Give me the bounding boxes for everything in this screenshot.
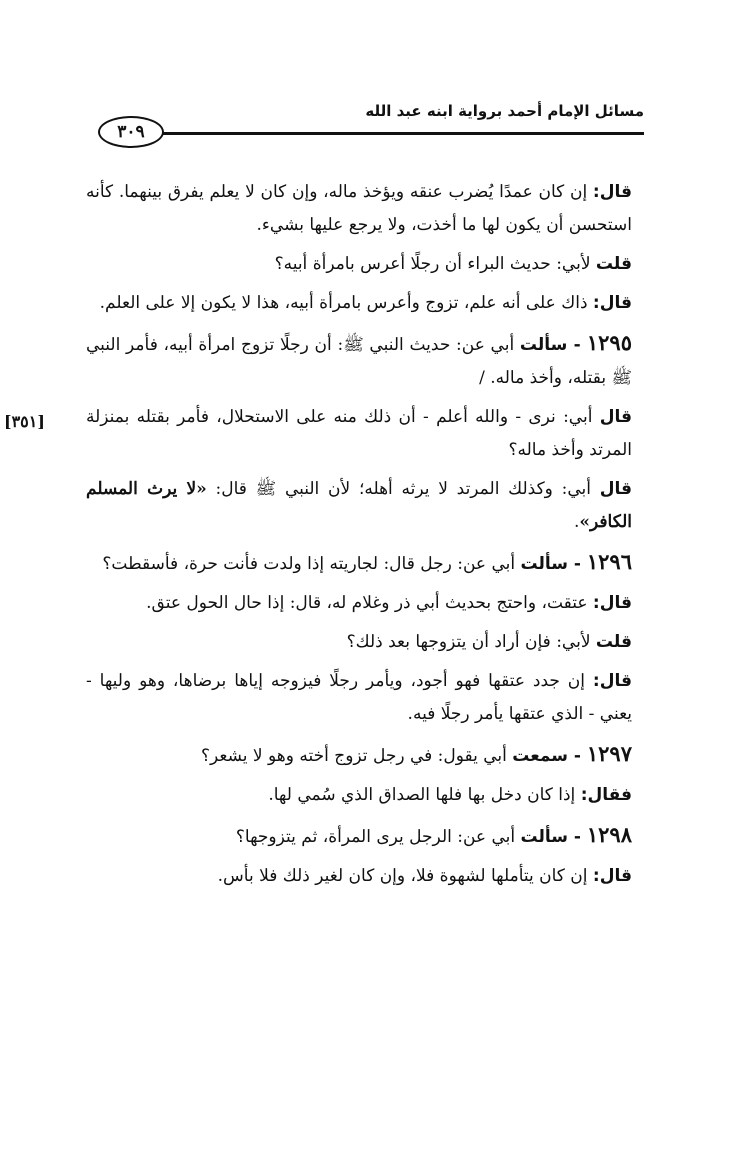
paragraph-text: أبي يقول: في رجل تزوج أخته وهو لا يشعر؟ [201, 746, 513, 766]
entry-1297 [86, 737, 676, 773]
paragraph-1 [86, 176, 676, 242]
speaker-label: قال: [592, 182, 632, 202]
speaker-label: - سألت [520, 827, 587, 847]
speaker-label: قال: [592, 671, 632, 691]
paragraph-12 [86, 779, 676, 812]
speaker-label: قلت [595, 632, 632, 652]
entry-number: ١٢٩٦ [586, 549, 632, 574]
paragraph-text: لأبي: حديث البراء أن رجلًا أعرس بامرأة أبيه؟ [274, 254, 596, 274]
paragraph-3 [86, 287, 676, 320]
entry-number: ١٢٩٨ [586, 822, 632, 847]
speaker-label: قال: [592, 593, 632, 613]
paragraph-6 [86, 473, 676, 539]
entry-number: ١٢٩٧ [586, 741, 632, 766]
running-title: مسائل الإمام أحمد برواية ابنه عبد الله [365, 102, 644, 120]
speaker-label: قال [599, 479, 632, 499]
paragraph-text: أبي: وكذلك المرتد لا يرثه أهله؛ لأن النبي ﷺ قال: [206, 479, 600, 499]
margin-reference: [٣٥١] [4, 412, 45, 431]
paragraph-10 [86, 665, 676, 731]
speaker-label: - سألت [519, 335, 587, 355]
speaker-label: قال: [592, 293, 632, 313]
paragraph-5 [86, 401, 676, 467]
entry-number: ١٢٩٥ [586, 330, 632, 355]
entry-1296 [86, 545, 676, 581]
paragraph-text: لأبي: فإن أراد أن يتزوجها بعد ذلك؟ [346, 632, 596, 652]
page-body [86, 176, 676, 899]
speaker-label: قلت [595, 254, 632, 274]
speaker-label: فقال: [580, 785, 632, 805]
page-header [84, 98, 644, 154]
paragraph-14 [86, 860, 676, 893]
speaker-label: - سألت [520, 554, 587, 574]
paragraph-9 [86, 626, 676, 659]
entry-1298 [86, 818, 676, 854]
paragraph-text: أبي: نرى - والله أعلم - أن ذلك منه على الاستحلال، فأمر بقتله بمنزلة المرتد وأخذ ماله؟ [86, 407, 632, 460]
paragraph-8 [86, 587, 676, 620]
entry-1295 [86, 326, 676, 395]
paragraph-text: ذاك على أنه علم، تزوج وأعرس بامرأة أبيه، هذا لا يكون إلا على العلم. [99, 293, 593, 313]
paragraph-text: أبي عن: حديث النبي ﷺ: أن رجلًا تزوج امرأة أبيه، فأمر النبي ﷺ بقتله، وأخذ ماله. / [86, 335, 632, 388]
paragraph-text: أبي عن: الرجل يرى المرأة، ثم يتزوجها؟ [235, 827, 521, 847]
paragraph-2 [86, 248, 676, 281]
header-rule [154, 132, 644, 135]
paragraph-text: عتقت، واحتج بحديث أبي ذر وغلام له، قال: إذا حال الحول عتق. [146, 593, 593, 613]
speaker-label: قال [599, 407, 632, 427]
paragraph-text: إن جدد عتقها فهو أجود، ويأمر رجلًا فيزوجه إياها برضاها، وهو وليها - يعني - الذي عتقها يأمر رجلًا فيه. [86, 671, 632, 724]
paragraph-text: أبي عن: رجل قال: لجاريته إذا ولدت فأنت حرة، فأسقطت؟ [102, 554, 521, 574]
speaker-label: قال: [592, 866, 632, 886]
hadith-quote: «لا يرث المسلم الكافر» [86, 479, 632, 532]
speaker-label: - سمعت [512, 746, 587, 766]
page-number: ٣٠٩ [98, 116, 164, 148]
paragraph-text: إن كان يتأملها لشهوة فلا، وإن كان لغير ذلك فلا بأس. [217, 866, 593, 886]
paragraph-text: إن كان عمدًا يُضرب عنقه ويؤخذ ماله، وإن كان لا يعلم يفرق بينهما. كأنه استحسن أن يكون لها ما أخذت، ولا يرجع عليها بشيء. [86, 182, 632, 235]
paragraph-tail: . [573, 512, 580, 532]
paragraph-text: إذا كان دخل بها فلها الصداق الذي سُمي لها. [268, 785, 581, 805]
